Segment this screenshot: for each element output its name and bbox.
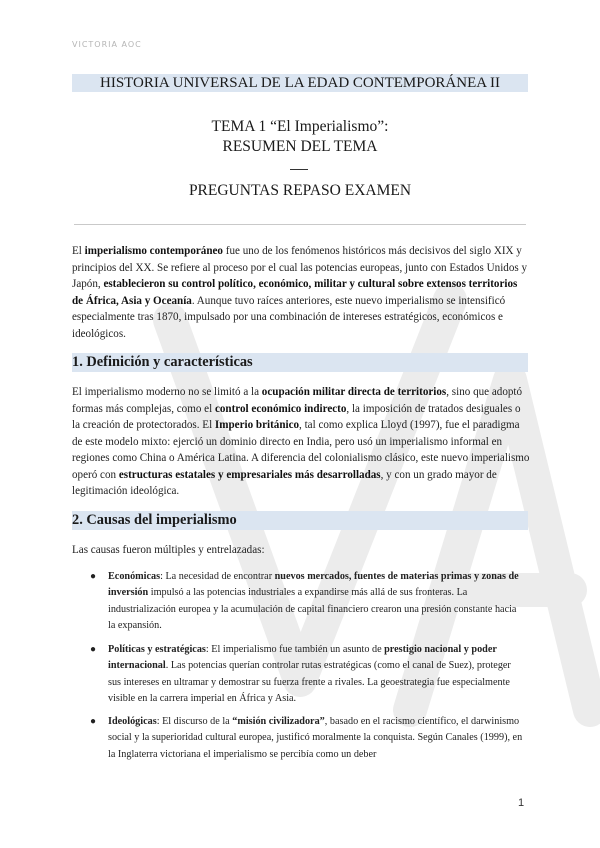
list-item-text: Ideológicas: El discurso de la “misión civilizadora”, basado en el racismo científico, el darwinismo social y la superioridad cultural europea, justificó moralmente la conquista. Según Canales (1999), en la Inglaterra victoriana el imperialismo se percibía como un deber <box>108 716 523 760</box>
subtitle-summary: RESUMEN DEL TEMA <box>222 138 378 155</box>
causes-intro: Las causas fueron múltiples y entrelazadas: <box>72 544 265 556</box>
subtitle-topic: TEMA 1 “El Imperialismo”: <box>211 118 389 135</box>
subtitle-review: PREGUNTAS REPASO EXAMEN <box>188 182 412 199</box>
section-heading-causes: 2. Causas del imperialismo <box>72 511 528 530</box>
definition-paragraph: El imperialismo moderno no se limitó a la ocupación militar directa de territorios, sino que adoptó formas más complejas, como el control económico indirecto, la imposición de tratados desiguales o la creación de protectorados. El Imperio británico, tal como explica Lloyd (1997), fue el paradigma de este modelo mixto: ejerció un dominio directo en India, pero usó un imperialismo informal en regiones como China o América Latina. A diferencia del colonialismo clásico, este nuevo imperialismo operó con estructuras estatales y empresariales más desarrolladas, y con un grado mayor de legitimación ideológica. <box>72 386 530 497</box>
title-divider <box>74 224 526 225</box>
document-title: HISTORIA UNIVERSAL DE LA EDAD CONTEMPORÁNEA II <box>72 74 528 92</box>
intro-paragraph: El imperialismo contemporáneo fue uno de los fenómenos históricos más decisivos del siglo XIX y principios del XX. Se refiere al proceso por el cual las potencias europeas, junto con Estados Unidos y Japón, establecieron su control político, económico, militar y cultural sobre extensos territorios de África, Asia y Oceanía. Aunque tuvo raíces anteriores, este nuevo imperialismo se intensificó especialmente tras 1870, impulsado por una combinación de intereses estratégicos, económicos e ideológicos. <box>72 245 528 340</box>
list-item-text: Económicas: La necesidad de encontrar nuevos mercados, fuentes de materias primas y zonas de inversión impulsó a las potencias industriales a expandirse más allá de sus fronteras. La industrialización europea y la acumulación de capital financiero crearon una presión constante hacia la expansión. <box>108 571 519 632</box>
bullet-icon: ● <box>90 571 97 582</box>
list-item-text: Políticas y estratégicas: El imperialismo fue también un asunto de prestigio nacional y poder internacional. Las potencias querían controlar rutas estratégicas (como el canal de Suez), proteger sus intereses en ultramar y demostrar su fuerza frente a rivales. La geoestrategia fue especialmente visible en la carrera imperial en África y Asia. <box>108 644 511 705</box>
header-watermark-tag: VICTORIA AOC <box>72 40 142 49</box>
title-divider-short <box>290 169 308 170</box>
bullet-icon: ● <box>90 716 97 727</box>
bullet-icon: ● <box>90 644 97 655</box>
section-heading-definition: 1. Definición y características <box>72 353 528 372</box>
page-number: 1 <box>518 797 525 809</box>
